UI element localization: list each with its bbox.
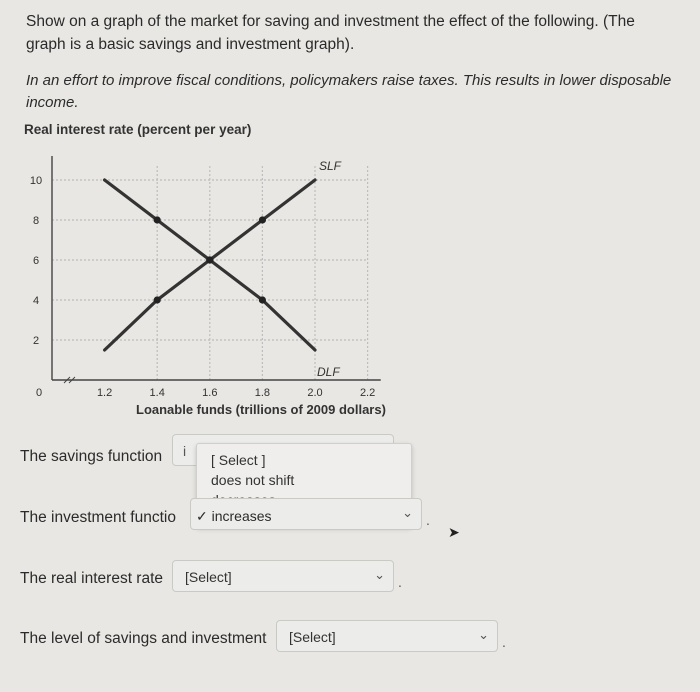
chevron-down-icon: ⌄ [374,567,385,582]
chevron-down-icon: ⌄ [478,627,489,642]
y-tick-label: 4 [32,295,40,307]
investment-function-label: The investment functio [20,509,176,526]
real-interest-rate-select[interactable] [172,560,394,592]
dlf-point [206,256,213,263]
graph-axes [52,156,381,383]
y-tick-label: 2 [32,335,40,347]
slf-point [154,296,161,303]
x-tick-label: 1.8 [254,387,271,399]
question-prompt: Show on a graph of the market for saving and investment the effect of the following. (The graph is a basic savings and investment graph). [26,13,635,53]
savings-function-label: The savings function [20,448,163,465]
mouse-cursor-icon: ➤ [448,524,460,540]
y-tick-label: 10 [29,175,43,187]
real-interest-rate-label: The real interest rate [20,570,164,587]
slf-point [259,216,266,223]
x-tick-label: 2.0 [307,387,323,399]
checkmark-icon: ✓ [196,508,208,524]
y-axis-title: Real interest rate (percent per year) [24,122,252,137]
question-scenario: In an effort to improve fiscal conditions, policymakers raise taxes. This results in lower disposable income. [26,72,672,111]
savings-investment-level-value: [Select] [289,629,336,645]
real-interest-rate-value: [Select] [185,569,232,585]
graph-grid [52,166,368,380]
y-tick-label: 8 [32,215,40,227]
dlf-point [154,216,161,223]
x-tick-label: 1.2 [96,387,113,399]
y-tick-label: 6 [32,255,40,267]
savings-investment-level-label: The level of savings and investment [20,630,267,647]
dlf-label: DLF [317,365,340,379]
slf-label: SLF [319,159,342,173]
x-tick-label: 2.2 [359,387,376,399]
chevron-down-icon: ⌄ [402,505,413,520]
graph-lines [105,180,315,350]
origin-label: 0 [36,387,43,399]
dlf-point [259,296,266,303]
x-axis-title: Loanable funds (trillions of 2009 dollars) [136,402,386,417]
dropdown-option-increases[interactable]: ✓ increases [196,508,272,524]
savings-function-select[interactable]: i [172,434,394,466]
loanable-funds-graph[interactable] [0,140,420,430]
dropdown-option-select[interactable]: [ Select ] [211,452,266,468]
x-tick-label: 1.6 [202,387,218,399]
dropdown-option-no-shift[interactable]: does not shift [211,472,295,488]
savings-investment-level-select[interactable] [276,620,498,652]
x-tick-label: 1.4 [149,387,165,399]
